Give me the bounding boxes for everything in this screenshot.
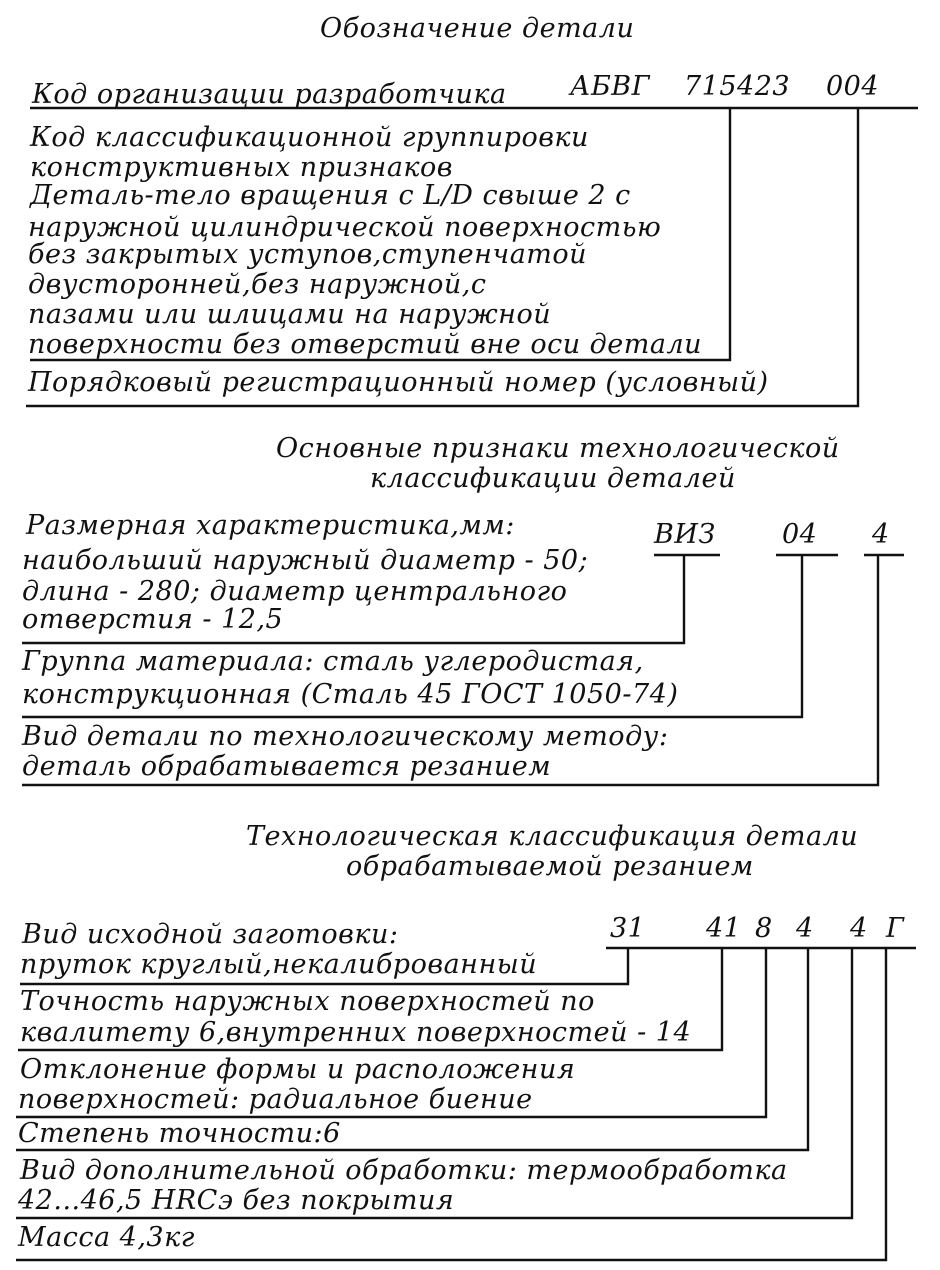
code-material: 4: [872, 519, 890, 550]
code-treatment: 4: [850, 913, 868, 944]
code-mass: Г: [886, 913, 905, 944]
size-line: наибольший наружный диаметр - 50;: [22, 545, 589, 576]
classif-line: без закрытых уступов,ступенчатой: [28, 239, 588, 270]
code-deviation: 8: [755, 913, 773, 944]
classif-line: конструктивных признаков: [30, 152, 454, 183]
section2-title-line1: Основные признаки технологической: [276, 433, 840, 464]
section3-title-line1: Технологическая классификация детали: [246, 821, 859, 852]
classif-line: поверхности без отверстий вне оси детали: [28, 329, 703, 360]
deviation-line: Отклонение формы и расположения: [20, 1054, 576, 1085]
mass-label: Масса 4,3кг: [18, 1222, 195, 1253]
code-size: 04: [782, 519, 818, 550]
section1-title: Обозначение детали: [320, 13, 635, 44]
accuracy-line: квалитету 6,внутренних поверхностей - 14: [20, 1017, 692, 1048]
org-code-label: Код организации разработчика: [32, 79, 507, 110]
classif-line: наружной цилиндрической поверхностью: [28, 212, 662, 243]
size-line: Размерная характеристика,мм:: [26, 510, 515, 541]
accuracy-line: Точность наружных поверхностей по: [20, 986, 595, 1017]
classif-line: Деталь-тело вращения с L/D свыше 2 с: [30, 180, 631, 211]
code-accuracy: 41: [706, 913, 742, 944]
deviation-line: поверхностей: радиальное биение: [18, 1084, 533, 1115]
method-line: Вид детали по технологическому методу:: [22, 721, 669, 752]
code-viz: ВИЗ: [654, 519, 716, 550]
code-part-classif: 715423: [684, 71, 791, 102]
size-line: отверстия - 12,5: [22, 604, 284, 635]
precision-label: Степень точности:6: [18, 1118, 341, 1149]
material-line: Группа материала: сталь углеродистая,: [22, 646, 644, 677]
section2-title-line2: классификации деталей: [370, 463, 736, 494]
classif-line: пазами или шлицами на наружной: [28, 299, 552, 330]
section3-title-line2: обрабатываемой резанием: [346, 851, 754, 882]
classif-line: Код классификационной группировки: [30, 122, 589, 153]
blank-line: пруток круглый,некалиброванный: [20, 949, 538, 980]
reg-number-label: Порядковый регистрационный номер (условный): [28, 367, 769, 398]
code-blank: 31: [610, 913, 646, 944]
code-part-org: АБВГ: [570, 71, 651, 102]
classif-line: двусторонней,без наружной,с: [28, 269, 487, 300]
code-part-reg: 004: [826, 71, 880, 102]
material-line: конструкционная (Сталь 45 ГОСТ 1050-74): [22, 679, 679, 710]
size-line: длина - 280; диаметр центрального: [22, 576, 568, 607]
treatment-line: 42...46,5 HRCэ без покрытия: [18, 1185, 455, 1216]
code-precision: 4: [796, 913, 814, 944]
treatment-line: Вид дополнительной обработки: термообработка: [20, 1155, 788, 1186]
blank-line: Вид исходной заготовки:: [22, 919, 399, 950]
method-line: деталь обрабатывается резанием: [22, 751, 552, 782]
